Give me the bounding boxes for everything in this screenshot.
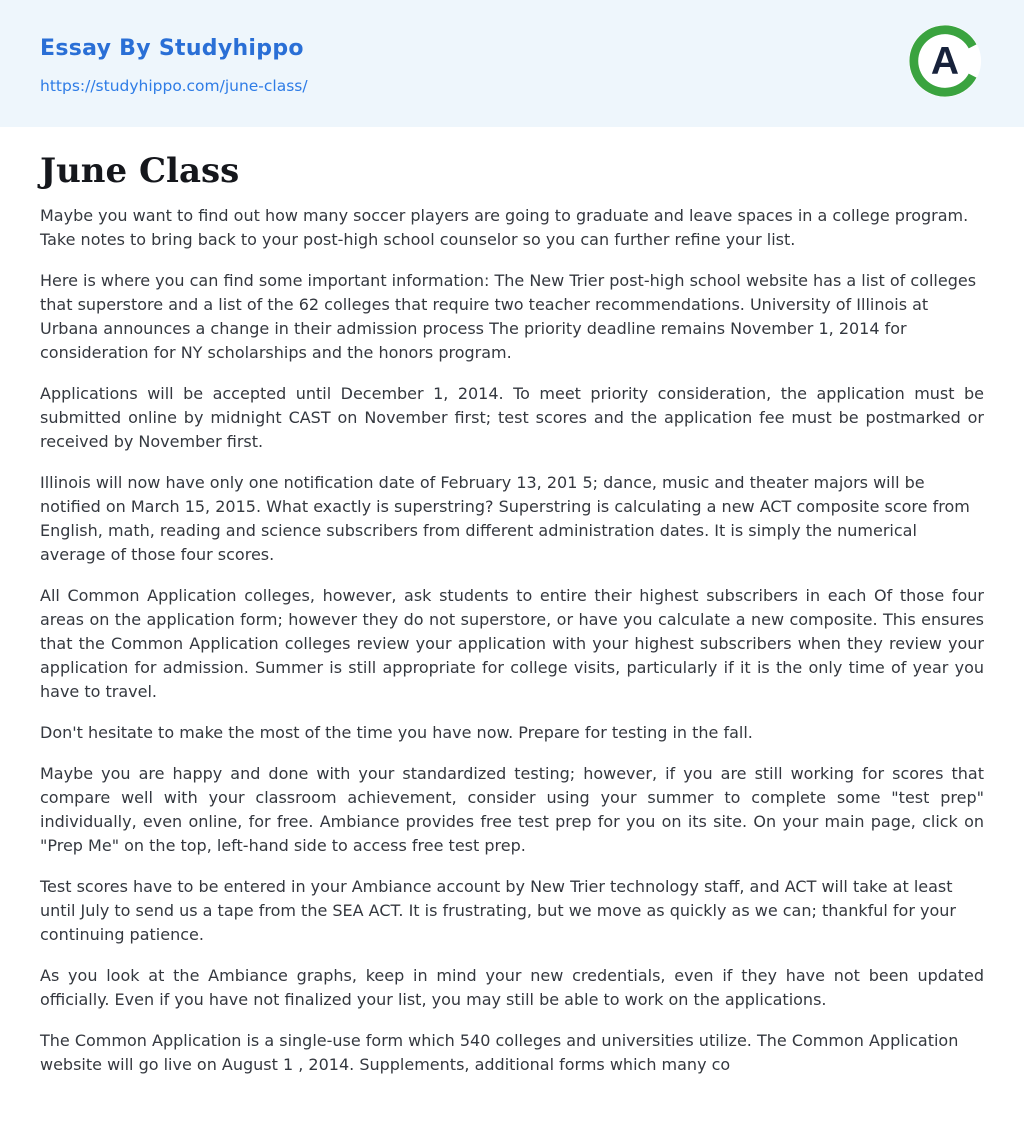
page-header <box>0 0 1024 127</box>
paragraph-1: Maybe you want to find out how many soccer players are going to graduate and leave spaces in a college program. Take notes to bring back to your post-high school counselor so you can further refine your list. <box>40 205 969 249</box>
paragraph-4: Illinois will now have only one notification date of February 13, 201 5; dance, music and theater majors will be notified on March 15, 2015. What exactly is superstring? Superstring is calculating a new ACT composite score from English, math, reading and science subscribers from different administration dates. It is simply the numerical average of those four scores. <box>40 472 970 564</box>
page-url-link[interactable]: https://studyhippo.com/june-class/ <box>40 77 308 96</box>
header-text <box>40 36 984 96</box>
site-title-link[interactable]: Essay By Studyhippo <box>40 36 304 61</box>
logo-letter: A <box>930 40 960 84</box>
paragraph-8: Test scores have to be entered in your Ambiance account by New Trier technology staff, and ACT will take at least until July to send us a tape from the SEA ACT. It is frustrating, but we move as quickly as we can; thankful for your continuing patience. <box>40 876 956 944</box>
paragraph-2: Here is where you can find some important information: The New Trier post-high school website has a list of colleges that superstore and a list of the 62 colleges that require two teacher recommendations. University of Illinois at Urbana announces a change in their admission process The priority deadline remains November 1, 2014 for consideration for NY scholarships and the honors program. <box>40 270 977 362</box>
page-title: June Class <box>40 151 240 191</box>
essay-content <box>0 151 1024 1077</box>
paragraph-10: The Common Application is a single-use form which 540 colleges and universities utilize. The Common Application website will go live on August 1 , 2014. Supplements, additional forms which many co <box>40 1030 959 1074</box>
studyhippo-logo-icon <box>906 22 984 100</box>
paragraph-5: All Common Application colleges, however, ask students to entire their highest subscribers in each Of those four areas on the application form; however they do not superstore, or have you calculate a new composite. This ensures that the Common Application colleges review your application with your highest subscribers when they review your application for admission. Summer is still appropriate for college visits, particularly if it is the only time of year you have to travel. <box>40 585 984 701</box>
paragraph-6: Don't hesitate to make the most of the time you have now. Prepare for testing in the fall. <box>40 722 753 742</box>
paragraph-3: Applications will be accepted until December 1, 2014. To meet priority consideration, the application must be submitted online by midnight CAST on November first; test scores and the application fee must be postmarked or received by November first. <box>40 383 984 451</box>
paragraph-7: Maybe you are happy and done with your standardized testing; however, if you are still working for scores that compare well with your classroom achievement, consider using your summer to complete some "test prep" individually, even online, for free. Ambiance provides free test prep for you on its site. On your main page, click on "Prep Me" on the top, left-hand side to access free test prep. <box>40 763 984 855</box>
paragraph-9: As you look at the Ambiance graphs, keep in mind your new credentials, even if they have not been updated officially. Even if you have not finalized your list, you may still be able to work on the applications. <box>40 965 984 1009</box>
